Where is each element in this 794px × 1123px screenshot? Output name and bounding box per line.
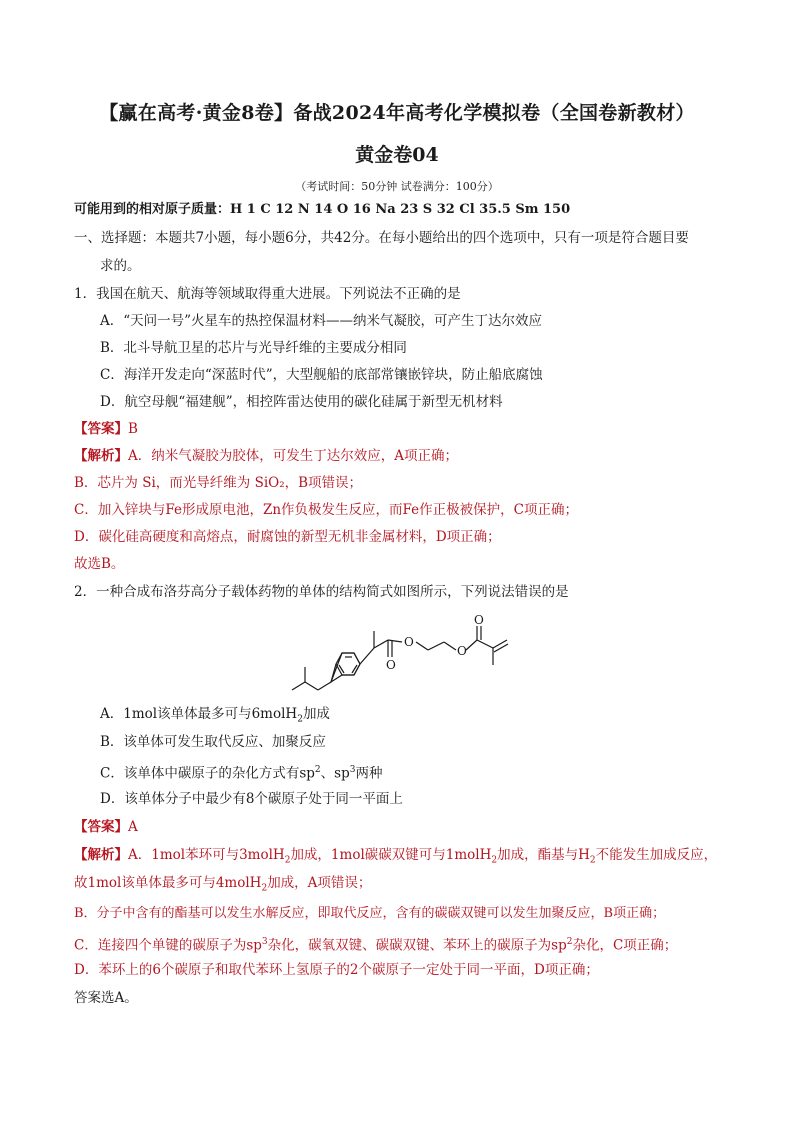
q2-option-c-end: 两种 <box>355 765 383 782</box>
q2-analysis-b: B．分子中含有的酯基可以发生水解反应，即取代反应，含有的碳碳双键可以发生加聚反应，B项正确； <box>74 906 666 921</box>
q1-answer-value: B <box>128 421 138 437</box>
q1-analysis-conclusion: 故选B。 <box>74 556 125 572</box>
q2-analysis-c <box>74 933 677 955</box>
q2-option-a-text: A．1mol该单体最多可与6molH <box>100 706 298 722</box>
q2-analysis-tag: 【解析】 <box>74 847 128 863</box>
q2-analysis-text: 加成，A项错误； <box>267 875 372 891</box>
q2-analysis-d: D．苯环上的6个碳原子和取代苯环上氢原子的2个碳原子一定处于同一平面，D项正确； <box>74 962 599 978</box>
q2-option-d: D．该单体分子中最少有8个碳原子处于同一平面上 <box>100 791 403 807</box>
q2-stem: 2．一种合成布洛芬高分子载体药物的单体的结构简式如图所示，下列说法错误的是 <box>74 584 569 600</box>
exam-info: （考试时间：50分钟 试卷满分：100分） <box>295 180 499 193</box>
q1-analysis-d: D．碳化硅高硬度和高熔点，耐腐蚀的新型无机非金属材料，D项正确； <box>74 529 501 545</box>
subscript: 2 <box>491 855 498 866</box>
superscript: 2 <box>314 765 321 775</box>
subscript: 2 <box>589 855 596 866</box>
q2-analysis-text: A．1mol苯环可与3molH <box>128 847 285 863</box>
section-instruction-cont: 求的。 <box>100 258 141 274</box>
atom-o-carbonyl-2: O <box>474 613 484 627</box>
q1-analysis-b-rest: ₂，B项错误； <box>279 475 363 491</box>
q1-option-b: B．北斗导航卫星的芯片与光导纤维的主要成分相同 <box>100 340 407 356</box>
q1-analysis-c: C．加入锌块与Fe形成原电池，Zn作负极发生反应，而Fe作正极被保护，C项正确； <box>74 502 578 518</box>
q2-option-c-mid: 、sp <box>320 765 350 782</box>
q1-option-c: C．海洋开发走向“深蓝时代”，大型舰船的底部常镶嵌锌块，防止船底腐蚀 <box>100 367 543 383</box>
subscript: 2 <box>284 855 291 866</box>
q2-answer <box>74 818 138 836</box>
q2-option-c-text: C．该单体中碳原子的杂化方式有sp <box>100 765 315 782</box>
superscript: 3 <box>349 765 356 775</box>
superscript: 2 <box>566 937 573 947</box>
q1-option-a: A．“天问一号”火星车的热控保温材料——纳米气凝胶，可产生丁达尔效应 <box>100 313 543 329</box>
q1-analysis-line: A．纳米气凝胶为胶体，可发生丁达尔效应，A项正确； <box>128 448 458 464</box>
subscript: 2 <box>297 714 303 725</box>
q2-analysis-text: 杂化，碳氧双键、碳碳双键、苯环上的碳原子为sp <box>267 937 567 954</box>
q2-analysis-text: 故1mol该单体最多可与4molH <box>74 875 262 891</box>
q2-option-a <box>100 705 330 729</box>
q2-answer-value: A <box>128 819 138 835</box>
q2-analysis-text: 杂化，C项正确； <box>572 937 678 954</box>
q2-analysis-a-cont <box>74 874 371 898</box>
atomic-masses: 可能用到的相对原子质量：H 1 C 12 N 14 O 16 Na 23 S 32 Cl 35.5 Sm 150 <box>74 202 571 217</box>
q1-option-d: D．航空母舰“福建舰”，相控阵雷达使用的碳化硅属于新型无机材料 <box>100 394 503 410</box>
paper-subtitle: 黄金卷04 <box>355 144 439 166</box>
q2-option-c <box>100 761 382 783</box>
q2-analysis-text: 不能发生加成反应， <box>595 847 718 863</box>
q2-analysis-a <box>74 846 717 870</box>
q1-stem: 1．我国在航天、航海等领域取得重大进展。下列说法不正确的是 <box>74 286 461 302</box>
atom-o-carbonyl-1: O <box>386 658 396 672</box>
superscript: 3 <box>261 937 268 947</box>
q1-analysis-tag: 【解析】 <box>74 448 128 464</box>
subscript: 2 <box>261 883 268 894</box>
atom-o-ester-2: O <box>457 644 467 658</box>
page-title: 【赢在高考·黄金8卷】备战2024年高考化学模拟卷（全国卷新教材） <box>99 102 695 124</box>
q2-analysis-text: 加成，酯基与H <box>497 847 590 863</box>
q1-analysis-b-text: B．芯片为 Si，而光导纤维为 SiO <box>74 475 280 491</box>
q2-analysis-text: 加成，1mol碳碳双键可与1molH <box>290 847 492 863</box>
section-line-1: 一、选择题：本题共7小题，每小题6分，共42分。在每小题给出的四个选项中，只有一项是符合题目要 <box>74 230 689 246</box>
q2-answer-tag: 【答案】 <box>74 819 128 835</box>
atom-o-ester-1: O <box>404 635 414 649</box>
q1-answer-tag: 【答案】 <box>74 421 128 437</box>
q2-option-b: B．该单体可发生取代反应、加聚反应 <box>100 734 326 750</box>
q2-analysis-text: C．连接四个单键的碳原子为sp <box>74 937 262 954</box>
q2-analysis-conclusion: 答案选A。 <box>74 990 138 1006</box>
q2-option-a-end: 加成 <box>302 706 330 722</box>
